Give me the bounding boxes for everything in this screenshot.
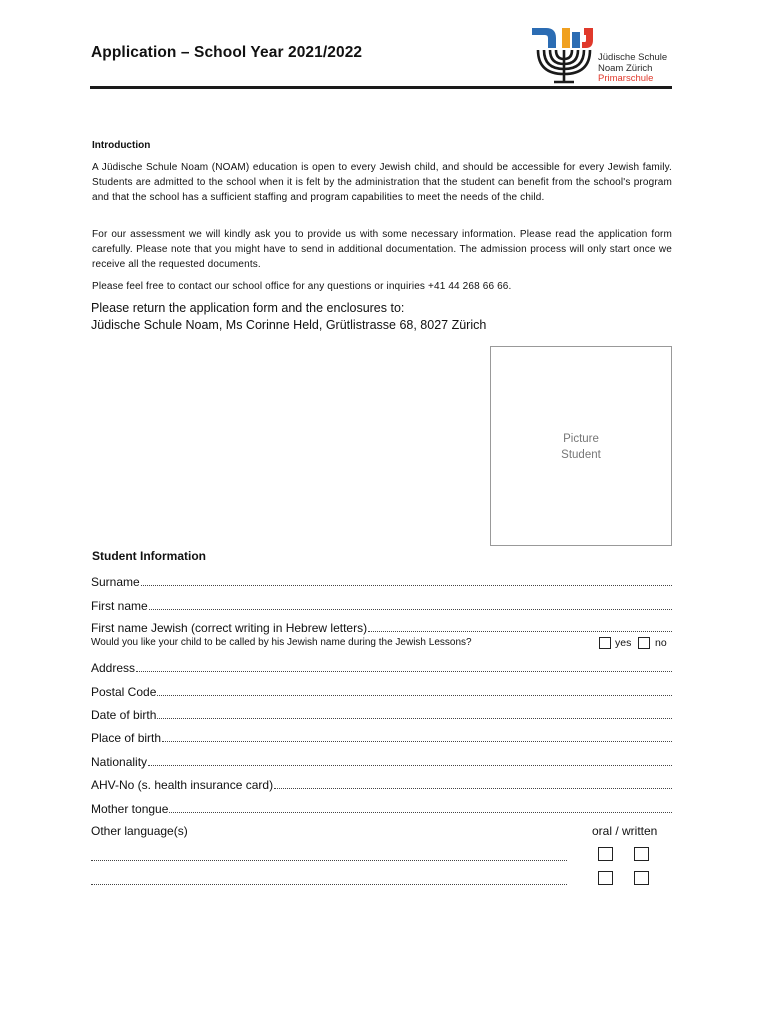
other-language-1-input-line[interactable]	[91, 859, 567, 861]
first-name-field[interactable]	[91, 597, 672, 613]
mother-tongue-field[interactable]	[91, 800, 672, 816]
mother-tongue-label: Mother tongue	[91, 802, 169, 816]
logo-text	[598, 53, 667, 85]
yes-label: yes	[615, 637, 632, 649]
other-language-2-input-line[interactable]	[91, 883, 567, 885]
photo-label-line-1: Picture	[563, 433, 599, 445]
header-divider	[90, 86, 672, 89]
return-address-line-1: Please return the application form and the enclosures to:	[91, 301, 405, 315]
intro-paragraph-3: Please feel free to contact our school office for any questions or inquiries +41 44 268 66 66.	[92, 281, 512, 292]
nationality-field[interactable]	[91, 753, 672, 769]
place-of-birth-field[interactable]	[91, 729, 672, 745]
address-field[interactable]	[91, 659, 672, 675]
introduction-heading: Introduction	[92, 140, 151, 151]
surname-label: Surname	[91, 575, 140, 589]
yes-checkbox[interactable]	[599, 637, 611, 649]
nationality-label: Nationality	[91, 755, 148, 769]
address-label: Address	[91, 661, 136, 675]
language-2-oral-checkbox[interactable]	[598, 871, 613, 885]
language-1-written-checkbox[interactable]	[634, 847, 649, 861]
logo-line-1: Jüdische Schule	[598, 52, 668, 63]
jewish-name-question: Would you like your child to be called by his Jewish name during the Jewish Lessons?	[91, 637, 472, 648]
return-address	[91, 300, 486, 334]
intro-paragraph-2: For our assessment we will kindly ask you to provide us with some necessary information. Please read the application form carefully. Please note that you might have to send in additional documentation. The admission process will only start once we receive all the requested documents.	[92, 229, 672, 270]
jewish-first-name-field[interactable]	[91, 619, 672, 635]
jewish-first-name-label: First name Jewish (correct writing in Hebrew letters)	[91, 621, 368, 635]
ahv-number-input-line[interactable]	[274, 787, 672, 789]
date-of-birth-input-line[interactable]	[157, 717, 672, 719]
ahv-number-label: AHV-No (s. health insurance card)	[91, 778, 274, 792]
surname-field[interactable]	[91, 573, 672, 589]
date-of-birth-field[interactable]	[91, 706, 672, 722]
logo-line-2: Noam Zürich	[598, 62, 653, 74]
place-of-birth-input-line[interactable]	[162, 740, 672, 742]
photo-label-line-2: Student	[561, 449, 601, 461]
oral-written-label: oral / written	[592, 824, 658, 838]
nationality-input-line[interactable]	[148, 764, 672, 766]
address-input-line[interactable]	[136, 670, 672, 672]
jewish-first-name-input-line[interactable]	[368, 630, 672, 632]
mother-tongue-input-line[interactable]	[169, 811, 672, 813]
postal-code-field[interactable]	[91, 683, 672, 699]
ahv-number-field[interactable]	[91, 776, 672, 792]
other-languages-label: Other language(s)	[91, 824, 188, 838]
no-checkbox[interactable]	[638, 637, 650, 649]
first-name-label: First name	[91, 599, 148, 613]
surname-input-line[interactable]	[141, 584, 672, 586]
language-1-oral-checkbox[interactable]	[598, 847, 613, 861]
logo-line-3: Primarschule	[598, 73, 654, 84]
postal-code-label: Postal Code	[91, 685, 157, 699]
return-address-line-2: Jüdische Schule Noam, Ms Corinne Held, Grütlistrasse 68, 8027 Zürich	[91, 318, 487, 332]
student-information-heading: Student Information	[92, 549, 206, 563]
intro-paragraph-1: A Jüdische Schule Noam (NOAM) education is open to every Jewish child, and should be accessible for every Jewish family. Students are admitted to the school when it is felt by the administration that the student can benefit from the school's program and that the school has a sufficient staffing and program capabilities to meet the needs of the child.	[92, 162, 672, 203]
language-2-written-checkbox[interactable]	[634, 871, 649, 885]
date-of-birth-label: Date of birth	[91, 708, 157, 722]
first-name-input-line[interactable]	[149, 608, 672, 610]
place-of-birth-label: Place of birth	[91, 731, 162, 745]
student-photo-label	[490, 431, 672, 463]
no-label: no	[655, 637, 667, 649]
postal-code-input-line[interactable]	[157, 694, 672, 696]
page-title: Application – School Year 2021/2022	[91, 44, 363, 61]
